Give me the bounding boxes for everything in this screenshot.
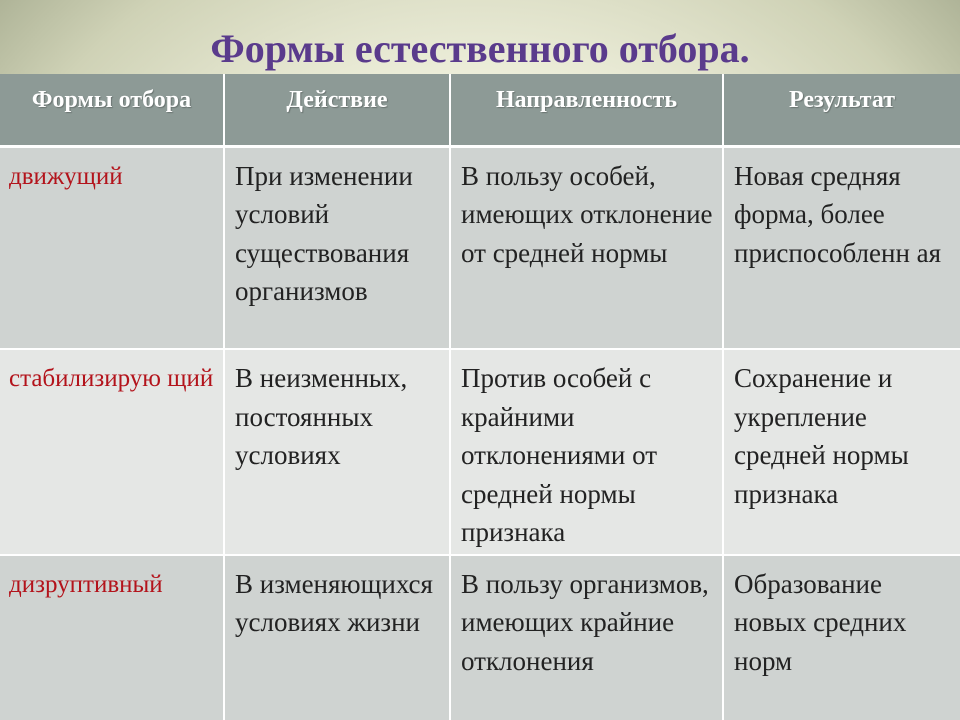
result-cell: Новая средняя форма, более приспособленн ая <box>723 146 960 349</box>
result-cell: Образование новых средних норм <box>723 555 960 720</box>
direction-cell: Против особей с крайними отклонениями от средней нормы признака <box>450 349 723 555</box>
action-cell: В изменяющихся условиях жизни <box>224 555 450 720</box>
table-row <box>0 146 960 349</box>
action-cell: При изменении условий существования организмов <box>224 146 450 349</box>
header-forms: Формы отбора <box>0 74 224 146</box>
table-row <box>0 555 960 720</box>
slide-title: Формы естественного отбора. <box>210 26 750 71</box>
table-row <box>0 349 960 555</box>
result-cell: Сохранение и укрепление средней нормы признака <box>723 349 960 555</box>
header-direction: Направленность <box>450 74 723 146</box>
form-name-cell: дизруптивный <box>0 555 224 720</box>
direction-cell: В пользу особей, имеющих отклонение от средней нормы <box>450 146 723 349</box>
table-header-row <box>0 74 960 146</box>
header-result: Результат <box>723 74 960 146</box>
form-name-cell: стабилизирую щий <box>0 349 224 555</box>
selection-forms-table-wrapper <box>0 74 960 720</box>
form-name-cell: движущий <box>0 146 224 349</box>
action-cell: В неизменных, постоянных условиях <box>224 349 450 555</box>
header-action: Действие <box>224 74 450 146</box>
direction-cell: В пользу организмов, имеющих крайние отклонения <box>450 555 723 720</box>
selection-forms-table <box>0 74 960 720</box>
